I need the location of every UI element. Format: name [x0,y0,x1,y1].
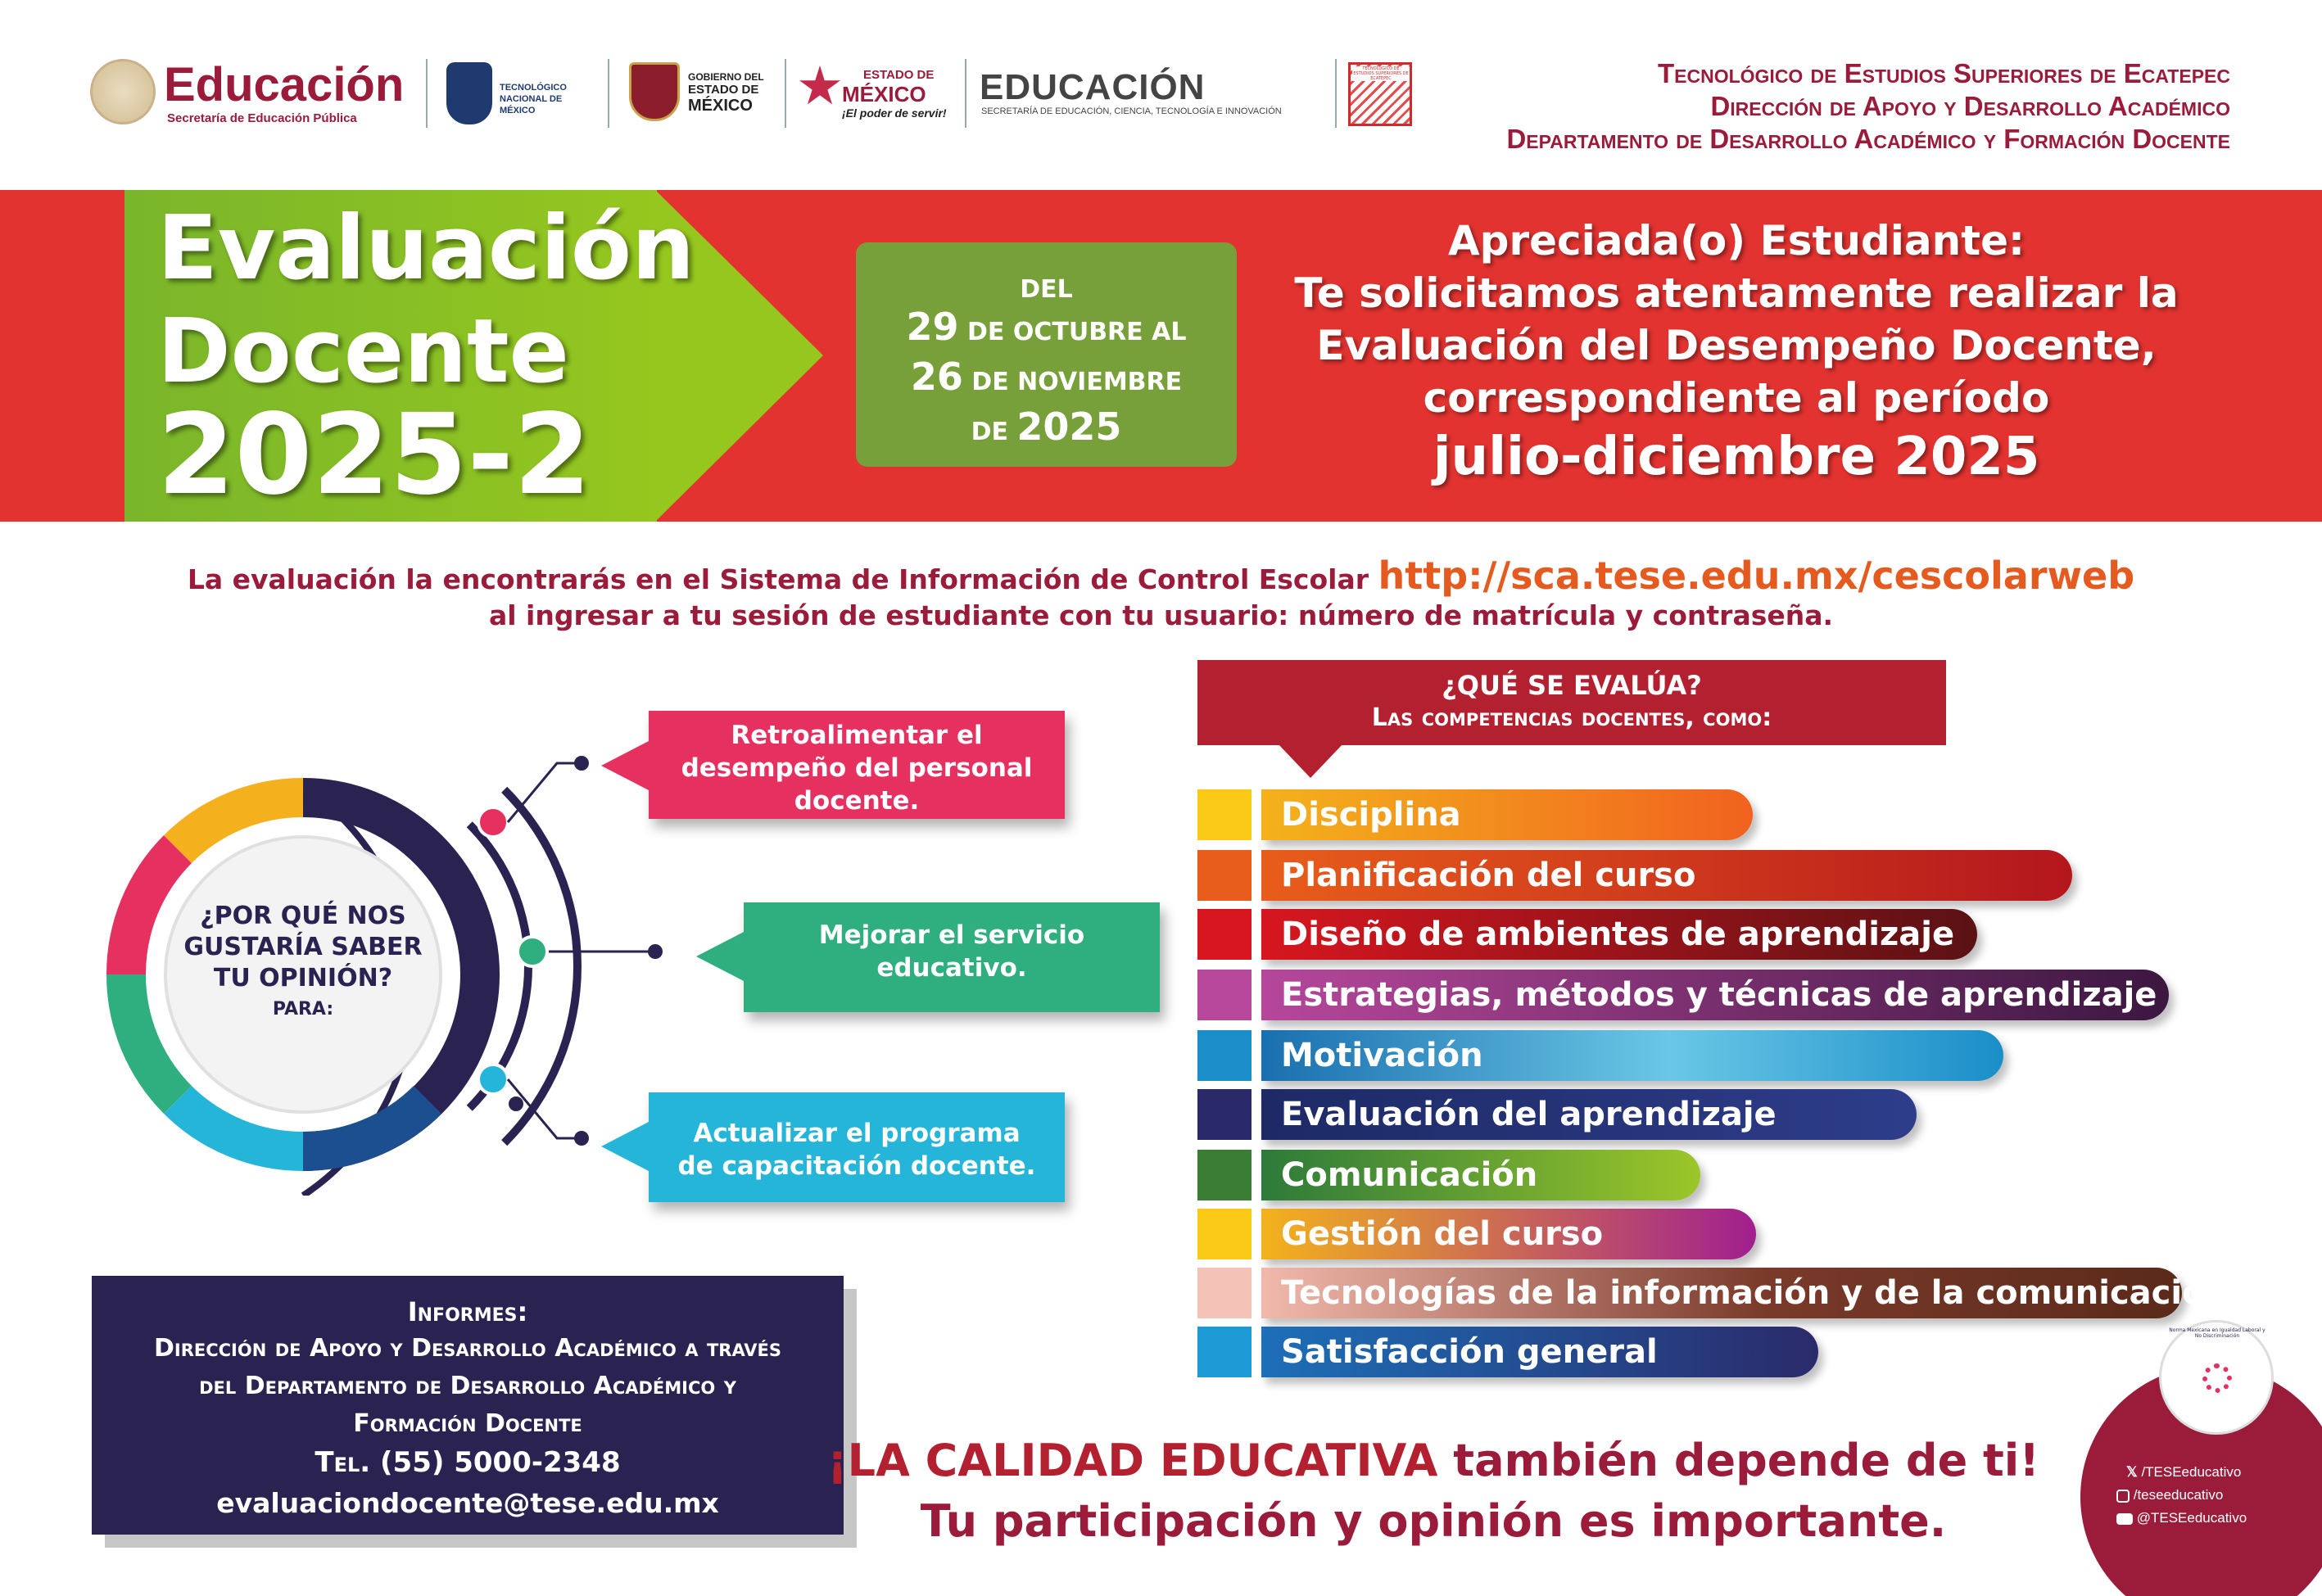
gob-line3: MÉXICO [688,97,753,115]
x-icon: 𝕏 [2126,1464,2138,1480]
competency-swatch [1197,1150,1252,1200]
competency-bar: Motivación [1261,1030,2003,1081]
sep-logo-subtitle: Secretaría de Educación Pública [167,111,357,125]
competency-swatch [1197,850,1252,901]
reason1-line3: docente. [794,786,920,816]
reason2-line2: educativo. [876,953,1027,983]
competency-bar: Evaluación del aprendizaje [1261,1089,1917,1140]
social-yt-handle: @TESEeducativo [2136,1510,2247,1526]
reason1-line1: Retroalimentar el [731,721,983,750]
date-start [856,305,1237,355]
evaluates-header [1197,660,1946,745]
edomex-shield-icon [629,62,680,121]
why-para-label: PARA: [272,999,334,1020]
hero-title-line2: Docente [157,301,569,403]
competency-swatch [1197,970,1252,1020]
contact-email[interactable]: evaluaciondocente@tese.edu.mx [216,1487,719,1519]
hero-title-line3: 2025-2 [157,391,591,520]
tese-logo-icon [1348,62,1412,126]
competency-swatch [1197,1327,1252,1377]
contact-title: Informes: [407,1296,528,1327]
system-url-link[interactable]: http://sca.tese.edu.mx/cescolarweb [1378,554,2135,598]
sep-seal-icon [90,59,156,124]
competency-bar: Gestión del curso [1261,1209,1756,1259]
contact-line1: Dirección de Apoyo y Desarrollo Académico a través [153,1334,782,1363]
why-question [164,901,442,1025]
slogan-line1 [819,1435,2048,1486]
message-line2: Te solicitamos atentamente realizar la [1294,269,2179,317]
education-logo-title: EDUCACIÓN [980,67,1206,107]
equality-seal-icon [2159,1320,2274,1435]
gob-line2: ESTADO DE [688,83,759,97]
reason2-line1: Mejorar el servicio [818,920,1085,950]
competency-bar: Estrategias, métodos y técnicas de aprendizaje [1261,970,2169,1020]
social-youtube[interactable] [2116,1510,2247,1526]
contact-phone-label: Tel. [315,1446,371,1479]
contact-phone [92,1443,844,1482]
competency-swatch [1197,1209,1252,1259]
competency-swatch [1197,1030,1252,1081]
competency-bar: Tecnologías de la información y de la comunicación [1261,1268,2182,1318]
why-question-line3: TU OPINIÓN? [213,964,393,992]
social-instagram[interactable] [2116,1487,2223,1503]
competency-swatch [1197,1268,1252,1318]
divider [965,59,966,128]
reason3-line2: de capacitación docente. [677,1151,1036,1181]
reason-connectors [491,737,672,1163]
student-message [1257,215,2216,490]
date-year-value: 2025 [1016,405,1122,449]
date-year-prefix: DE [971,418,1017,446]
equality-seal-text: Norma Mexicana en Igualdad Laboral y No Discriminación [2169,1327,2265,1339]
social-x[interactable] [2126,1464,2241,1481]
youtube-icon [2116,1513,2133,1525]
reason-card-training [649,1092,1065,1202]
competency-bar: Diseño de ambientes de aprendizaje [1261,909,1977,960]
edomex-line2: MÉXICO [842,82,926,106]
edomex-line3: ¡El poder de servir! [842,106,947,120]
contact-line2: del Departamento de Desarrollo Académico y [199,1372,736,1400]
date-end-day: 26 [910,355,963,399]
divider [426,59,428,128]
education-logo-sub: SECRETARÍA DE EDUCACIÓN, CIENCIA, TECNOLOGÍA E INNOVACIÓN [981,106,1282,116]
slogan-rest: también depende de ti! [1437,1435,2039,1486]
competency-bar: Disciplina [1261,789,1753,840]
message-period: julio-diciembre 2025 [1433,427,2040,487]
tecnm-logo-icon [446,62,492,124]
competency-bar: Comunicación [1261,1150,1700,1200]
social-ig-handle: /teseeducativo [2133,1487,2224,1503]
tese-logo-text: TECNOLÓGICO DE ESTUDIOS SUPERIORES DE ECATEPEC [1353,66,1409,81]
evaluates-header-pointer [1278,744,1343,778]
competency-swatch [1197,789,1252,840]
reason-card-pointer [601,1122,649,1171]
date-start-month: DE OCTUBRE AL [958,318,1187,346]
reason-card-feedback [649,711,1065,819]
divider [785,59,786,128]
competency-bar: Planificación del curso [1261,850,2072,901]
people-ring-icon [2202,1363,2232,1393]
slogan-emphasis: ¡LA CALIDAD EDUCATIVA [827,1435,1438,1486]
contact-line3: Formación Docente [353,1409,582,1438]
gob-logo-text [688,70,764,115]
contact-info-box [92,1276,844,1535]
competency-swatch [1197,909,1252,960]
why-question-line1: ¿POR QUÉ NOS [200,902,406,930]
reason3-line1: Actualizar el programa [693,1119,1021,1148]
gob-line1: GOBIERNO DEL [688,71,764,83]
reason-card-pointer [696,932,744,981]
competency-swatch [1197,1089,1252,1140]
instagram-icon [2116,1490,2130,1503]
reason-card-pointer [601,741,649,790]
evaluates-subtitle: Las competencias docentes, como: [1371,703,1772,732]
message-line4: correspondiente al período [1423,374,2050,422]
slogan-line2: Tu participación y opinión es importante. [920,1495,1947,1547]
sep-logo-title: Educación [164,58,405,111]
hero-title-line1: Evaluación [157,197,695,300]
competency-bar: Satisfacción general [1261,1327,1818,1377]
message-line3: Evaluación del Desempeño Docente, [1316,322,2157,369]
social-x-handle: /TESEeducativo [2141,1464,2242,1480]
date-range-box [856,242,1237,467]
institution-direction: Dirección de Apoyo y Desarrollo Académico [1710,91,2230,121]
tecnm-logo-text: TECNOLÓGICO NACIONAL DE MÉXICO [500,83,567,115]
access-info-line2: al ingresar a tu sesión de estudiante con tu usuario: número de matrícula y contraseña. [488,599,1834,631]
divider [608,59,609,128]
institution-department: Departamento de Desarrollo Académico y Formación Docente [1506,124,2230,154]
date-from-label: DEL [1020,275,1073,304]
date-end [856,355,1237,405]
divider [1335,59,1337,128]
date-year [856,405,1237,454]
contact-phone-number[interactable]: (55) 5000-2348 [370,1446,621,1479]
edomex-line1: ESTADO DE [863,68,935,82]
edomex-brand-text [842,67,947,121]
evaluates-title: ¿QUÉ SE EVALÚA? [1442,670,1702,701]
access-info-text: La evaluación la encontrarás en el Sistema de Información de Control Escolar [187,563,1378,595]
access-info-line1 [0,554,2322,598]
message-greeting: Apreciada(o) Estudiante: [1447,217,2026,264]
institution-block [1506,57,2230,156]
why-question-line2: GUSTARÍA SABER [183,933,423,961]
reason-card-service [744,902,1160,1012]
date-start-day: 29 [906,305,959,349]
reason1-line2: desempeño del personal [681,753,1033,783]
date-end-month: DE NOVIEMBRE [962,368,1183,396]
institution-name: Tecnológico de Estudios Superiores de Ecatepec [1657,58,2230,88]
